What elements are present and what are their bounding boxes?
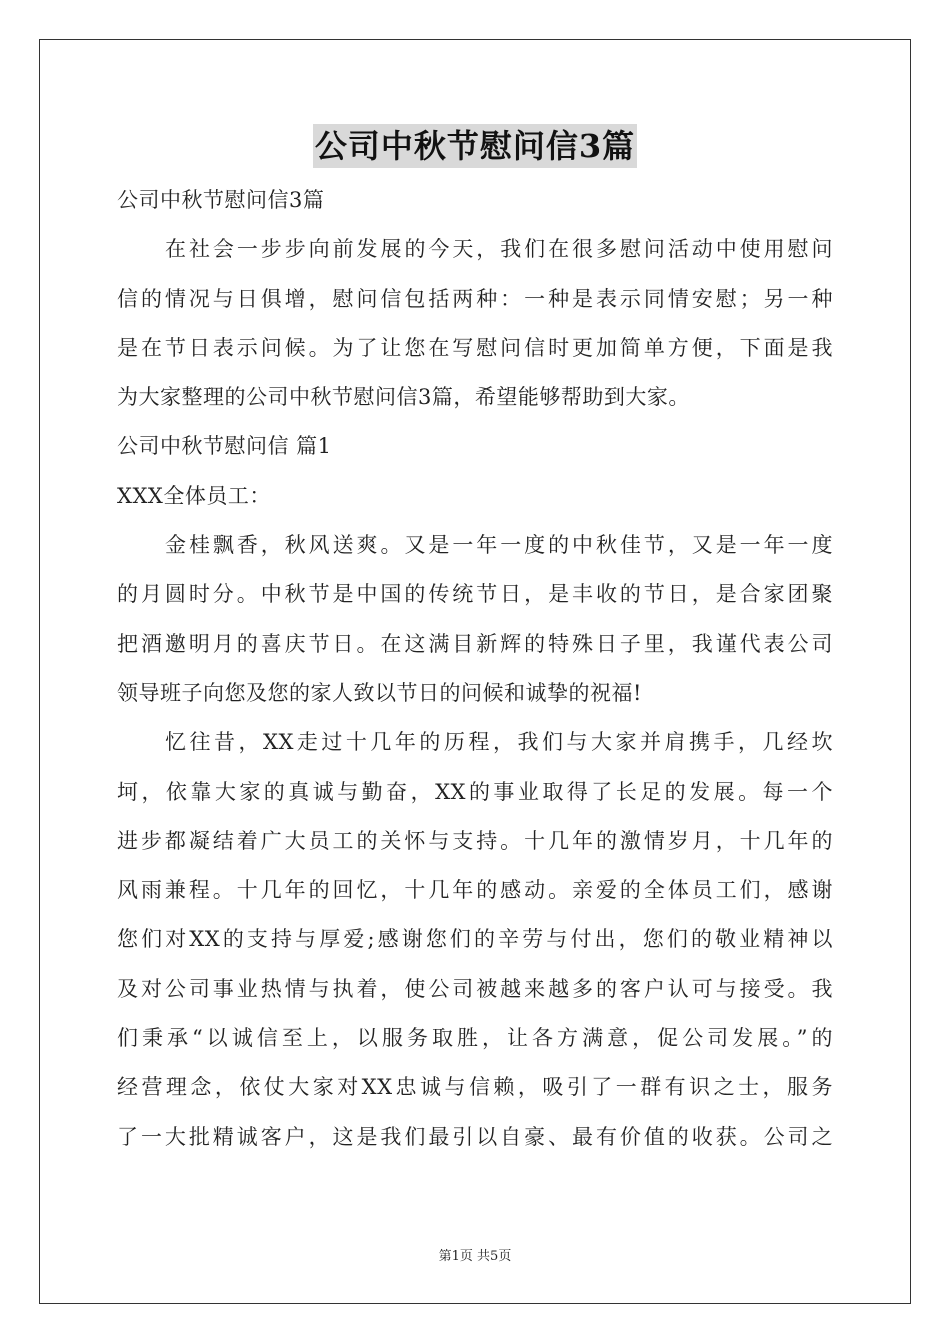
page-footer: 第1页 共5页 [438,1249,512,1264]
title-container [0,124,950,168]
text-line: 金桂飘香，秋风送爽。又是一年一度的中秋佳节，又是一年一度 [165,533,833,558]
text-line: 公司中秋节慰问信 篇1 [117,434,332,459]
text-line: 信的情况与日俱增，慰问信包括两种：一种是表示同情安慰；另一种 [117,286,833,311]
text-line: 风雨兼程。十几年的回忆，十几年的感动。亲爱的全体员工们，感谢 [117,878,833,903]
document-body [117,176,833,1162]
document-title: 公司中秋节慰问信3篇 [313,124,637,168]
text-line: 经营理念，依仗大家对XX忠诚与信赖，吸引了一群有识之士，服务 [117,1075,833,1100]
text-line: 及对公司事业热情与执着，使公司被越来越多的客户认可与接受。我 [117,976,833,1001]
text-line: 公司中秋节慰问信3篇 [117,188,325,212]
text-line: 进步都凝结着广大员工的关怀与支持。十几年的激情岁月，十几年的 [117,828,833,853]
text-line: 忆往昔，XX走过十几年的历程，我们与大家并肩携手，几经坎 [165,730,833,755]
text-line: 您们对XX的支持与厚爱;感谢您们的辛劳与付出，您们的敬业精神以 [117,927,833,952]
text-line: 是在节日表示问候。为了让您在写慰问信时更加简单方便，下面是我 [117,335,833,360]
text-line: 坷，依靠大家的真诚与勤奋，XX的事业取得了长足的发展。每一个 [117,779,833,804]
text-line: 们秉承“以诚信至上，以服务取胜，让各方满意，促公司发展。”的 [117,1026,833,1051]
text-line: 领导班子向您及您的家人致以节日的问候和诚挚的祝福! [117,680,642,705]
text-line: 了一大批精诚客户，这是我们最引以自豪、最有价值的收获。公司之 [117,1124,833,1149]
text-line: 为大家整理的公司中秋节慰问信3篇，希望能够帮助到大家。 [117,385,690,410]
text-line: 在社会一步步向前发展的今天，我们在很多慰问活动中使用慰问 [165,237,833,262]
text-line: XXX全体员工： [117,483,271,508]
text-line: 的月圆时分。中秋节是中国的传统节日，是丰收的节日，是合家团聚 [117,582,833,607]
text-line: 把酒邀明月的喜庆节日。在这满目新辉的特殊日子里，我谨代表公司 [117,631,833,656]
